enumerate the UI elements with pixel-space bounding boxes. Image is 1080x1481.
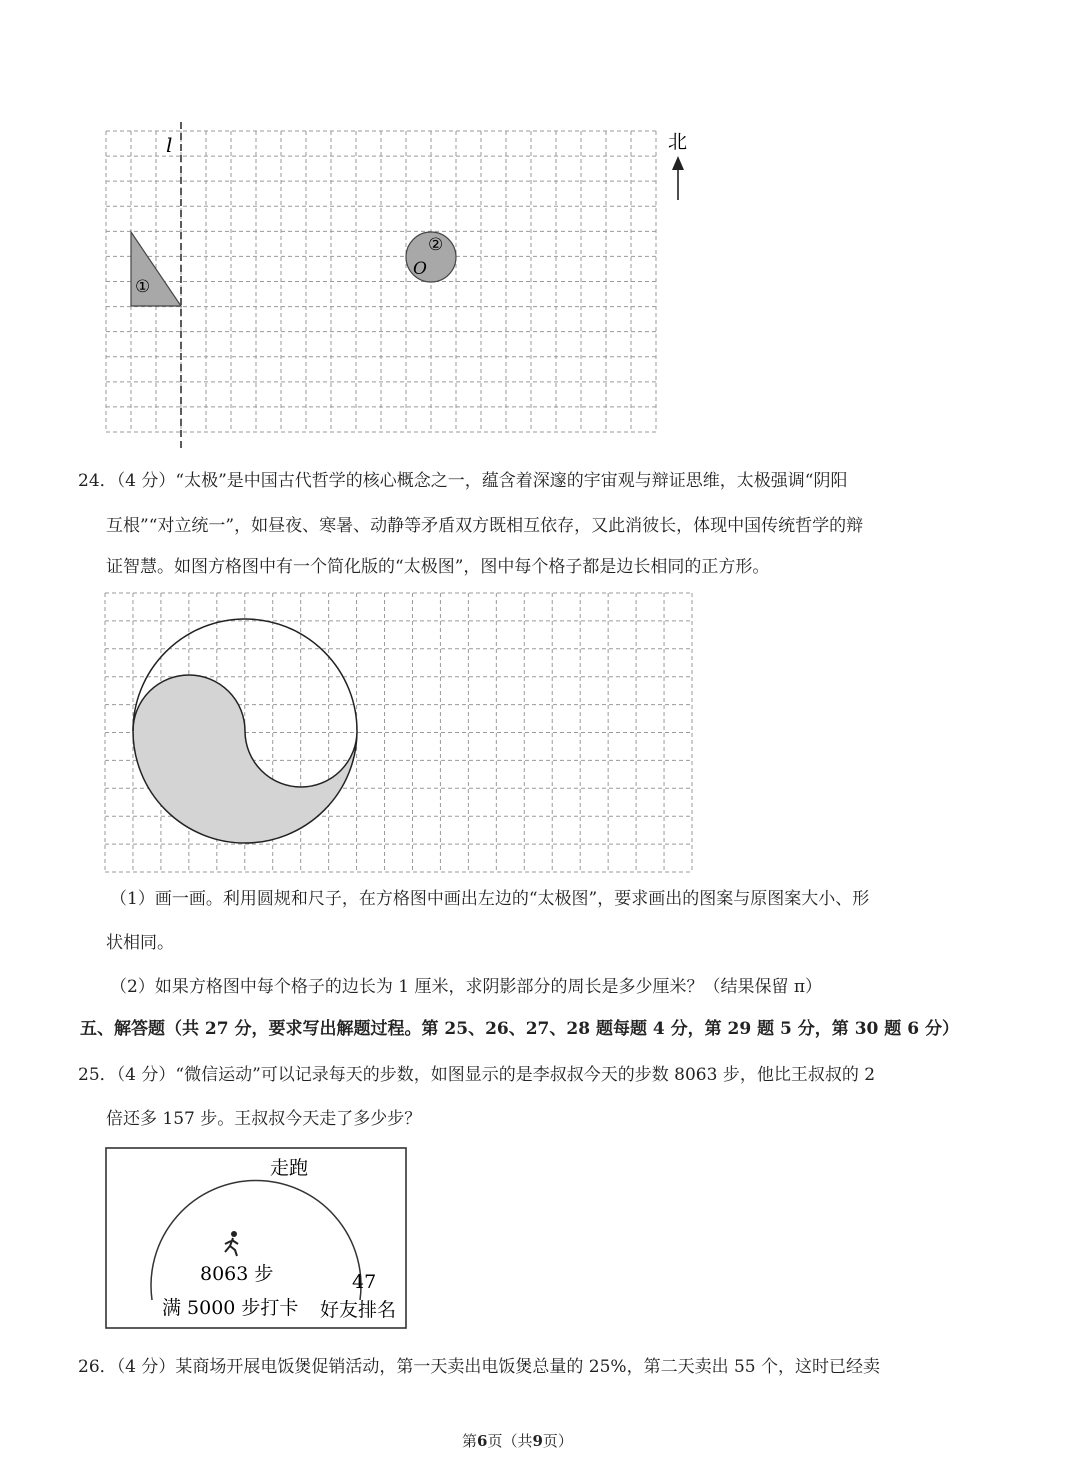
dashed-grid-top — [106, 131, 656, 432]
footer-prefix: 第 — [462, 1432, 478, 1450]
q26-line1 — [78, 1356, 880, 1378]
footer-total: 9 — [532, 1432, 543, 1450]
q25-line1 — [78, 1064, 875, 1086]
north-label: 北 — [668, 131, 688, 153]
axis-line-label: l — [166, 133, 173, 157]
q24-sub1-line1: （1）画一画。利用圆规和尺子，在方格图中画出左边的“太极图”，要求画出的图案与原图案大小、形 — [110, 889, 870, 909]
step-count: 8063 步 — [200, 1263, 274, 1285]
checkin-label: 满 5000 步打卡 — [162, 1297, 299, 1319]
section5-title: 五、解答题（共 27 分，要求写出解题过程。第 25、26、27、28 题每题 4 分，第 29 题 5 分，第 30 题 6 分） — [80, 1019, 959, 1039]
taiji-grid-figure — [0, 580, 1080, 880]
footer-page: 6 — [477, 1432, 488, 1450]
q24-score: （4 分） — [116, 471, 176, 491]
q24-line1 — [78, 470, 847, 492]
circle-center-label: O — [413, 259, 427, 279]
circle-label: ② — [428, 235, 444, 255]
triangle-label: ① — [135, 277, 151, 297]
footer-suffix: 页） — [542, 1432, 573, 1450]
q24-text-1: “太极”是中国古代哲学的核心概念之一，蕴含着深邃的宇宙观与辩证思维，太极强调“阴阳 — [175, 471, 848, 491]
q24-sub1-line2: 状相同。 — [106, 933, 174, 953]
rank-number: 47 — [352, 1271, 377, 1293]
q24-line3: 证智慧。如图方格图中有一个简化版的“太极图”，图中每个格子都是边长相同的正方形。 — [106, 557, 770, 577]
q25-line2: 倍还多 157 步。王叔叔今天走了多少步？ — [106, 1109, 422, 1129]
north-arrowhead-icon — [672, 156, 684, 170]
q24-line2: 互根”“对立统一”，如昼夜、寒暑、动静等矛盾双方既相互依存，又此消彼长，体现中国传统哲学的辩 — [106, 516, 864, 536]
q25-text-1: “微信运动”可以记录每天的步数，如图显示的是李叔叔今天的步数 8063 步，他比王叔叔的 2 — [175, 1065, 876, 1085]
card-title: 走跑 — [270, 1157, 309, 1179]
q24-number: 24． — [78, 471, 117, 491]
q24-sub2: （2）如果方格图中每个格子的边长为 1 厘米，求阴影部分的周长是多少厘米？（结果保留 π） — [110, 977, 823, 997]
q25-score: （4 分） — [116, 1065, 176, 1085]
page-footer — [462, 1430, 573, 1451]
q26-score: （4 分） — [116, 1357, 176, 1377]
grid-figure-top — [0, 0, 1080, 460]
q26-text-1: 某商场开展电饭煲促销活动，第一天卖出电饭煲总量的 25%，第二天卖出 55 个，这时已经卖 — [175, 1357, 881, 1377]
rank-label: 好友排名 — [320, 1299, 397, 1321]
q25-number: 25． — [78, 1065, 117, 1085]
q26-number: 26． — [78, 1357, 117, 1377]
wechat-step-card — [100, 1144, 412, 1332]
footer-mid: 页（共 — [487, 1432, 533, 1450]
